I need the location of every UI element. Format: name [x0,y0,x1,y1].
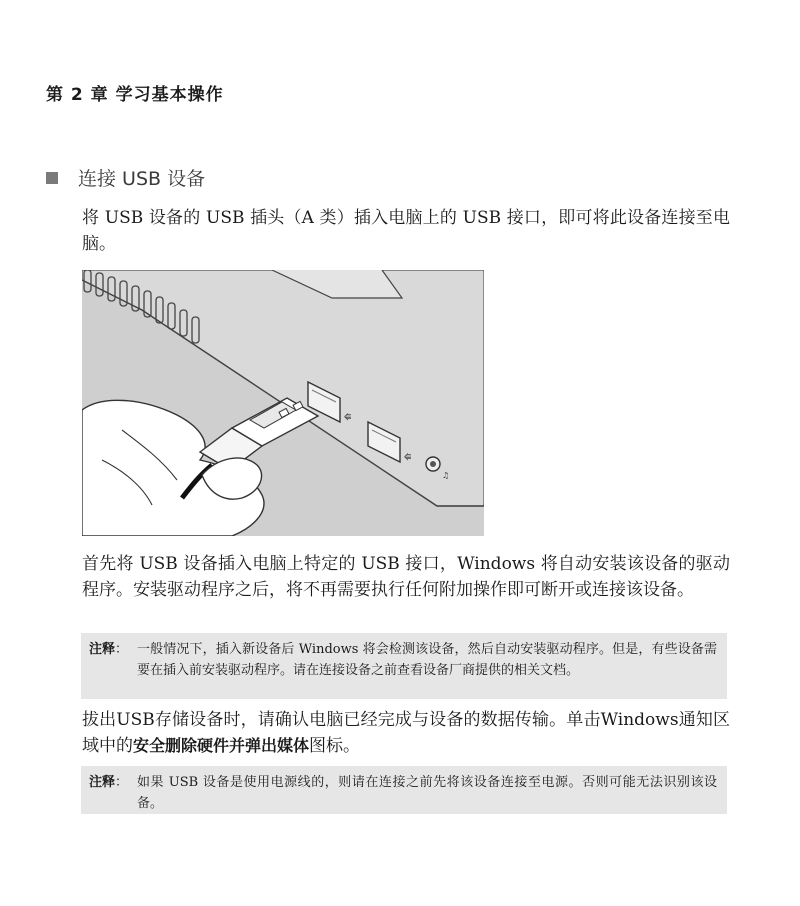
section-title: 连接 USB 设备 [78,168,206,190]
svg-text:⭅: ⭅ [344,413,352,422]
note-label: 注释： [89,642,129,657]
install-paragraph: 首先将 USB 设备插入电脑上特定的 USB 接口，Windows 将自动安装该设备的驱动程序。安装驱动程序之后，将不再需要执行任何附加操作即可断开或连接该设备。 [82,554,730,600]
note-label: 注释： [89,775,129,790]
square-bullet-icon [46,172,58,184]
usb-connection-illustration [82,270,484,536]
safely-remove-hardware-term: 安全删除硬件并弹出媒体 [133,736,310,755]
note-text: 一般情况下，插入新设备后 Windows 将会检测该设备，然后自动安装驱动程序。但是，有些设备需要在插入前安装驱动程序。请在连接设备之前查看设备厂商提供的相关文档。 [137,642,717,678]
remove-paragraph: 拔出USB存储设备时，请确认电脑已经完成与设备的数据传输。单击Windows通知区域中的安全删除硬件并弹出媒体图标。 [82,710,730,756]
chapter-title: 第 2 章 学习基本操作 [46,85,224,105]
note-text: 如果 USB 设备是使用电源线的，则请在连接之前先将该设备连接至电源。否则可能无法识别该设备。 [137,775,717,811]
svg-text:♫: ♫ [442,471,450,480]
note-box [81,766,727,814]
note-box [81,633,727,699]
intro-paragraph: 将 USB 设备的 USB 插头（A 类）插入电脑上的 USB 接口，即可将此设备连接至电脑。 [82,208,730,254]
section-heading [46,164,205,191]
svg-text:⭅: ⭅ [404,453,412,462]
